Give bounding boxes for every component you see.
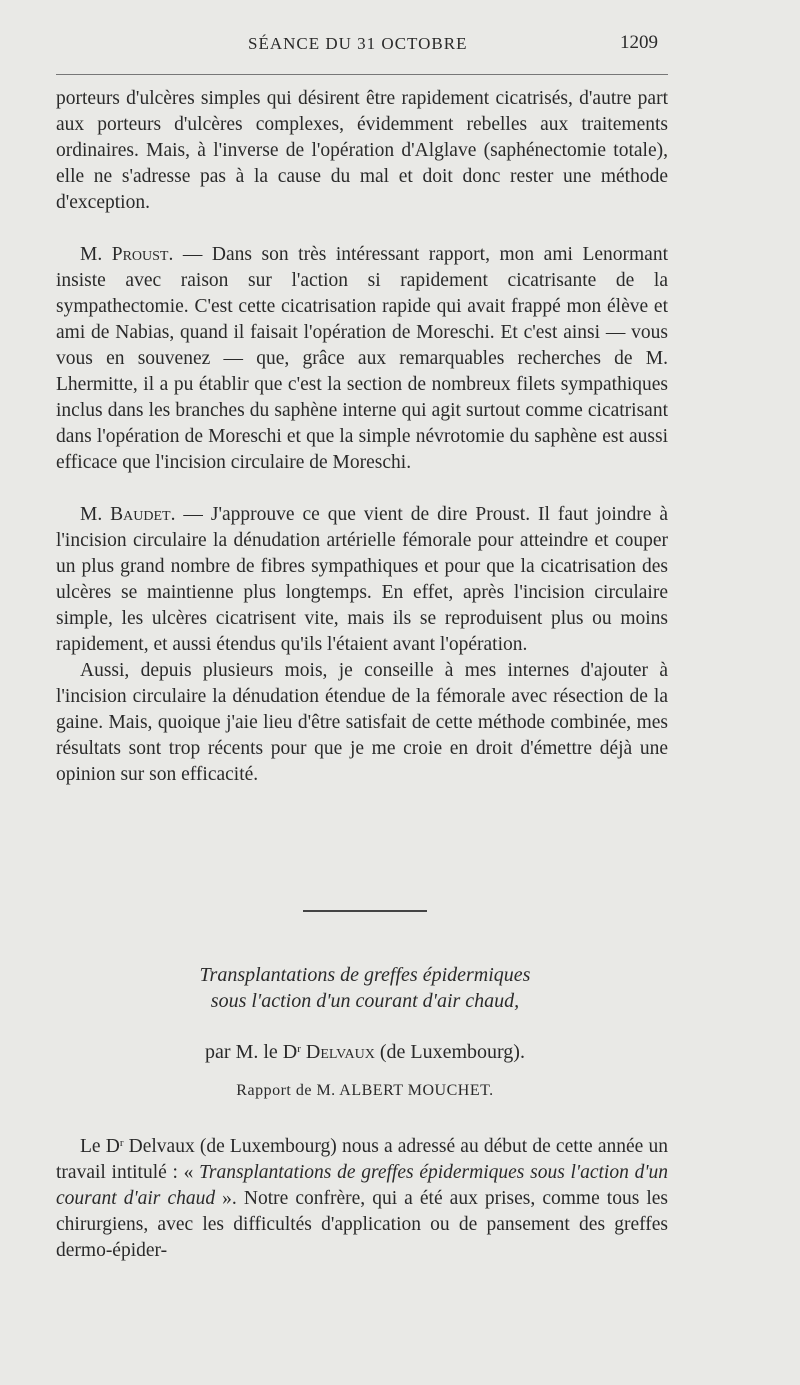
paragraph-continuation: porteurs d'ulcères simples qui désirent être rapidement cicatrisés, d'autre part aux porteurs d'ulcères complexes, évidemment rebelles aux traitements ordinaires. Mais, à l'inverse de l'opération d'Alglave (saphénectomie totale), elle ne s'adresse pas à la cause du mal et doit donc rester une méthode d'exception. (56, 88, 668, 213)
paragraph-proust (56, 242, 668, 476)
article-title-line-1: Transplantations de greffes épidermiques (199, 964, 531, 986)
running-header (0, 28, 800, 58)
intro-italic: Transplantations de greffes épidermiques sous l'action d'un courant d'air chaud (56, 1162, 668, 1209)
paragraph-intro (56, 1130, 668, 1264)
paragraph-baudet-2: Aussi, depuis plusieurs mois, je conseille à mes internes d'ajouter à l'incision circulaire la dénudation étendue de la fémorale avec résection de la gaine. Mais, quoique j'aie lieu d'être satisfait de cette méthode combinée, mes résultats sont trop récents pour que je me croie en droit d'émettre déjà une opinion sur son efficacité. (56, 660, 668, 785)
running-title: SÉANCE DU 31 OCTOBRE (248, 34, 468, 53)
byline-suffix: (de Luxembourg). (374, 1041, 525, 1063)
intro-a: Le D (80, 1136, 120, 1157)
proust-text: — Dans son très intéressant rapport, mon ami Lenormant insiste avec raison sur l'action si rapidement cicatrisante de la sympathectomie. C'est cette cicatrisation rapide qui avait frappé mon élève et ami de Nabias, quand il faisait l'opération de Moreschi. Et c'est ainsi — vous vous en souvenez — que, grâce aux remarquables recherches de M. Lhermitte, il a pu établir que c'est la section de nombreux filets sympathiques inclus dans les branches du saphène interne qui agit surtout comme cicatrisant dans l'opération de Moreschi et que la simple névrotomie du saphène est aussi efficace que l'incision circulaire de Moreschi. (56, 244, 668, 473)
paragraph-baudet (56, 502, 668, 658)
rapport-line: Rapport de M. ALBERT MOUCHET. (236, 1082, 494, 1099)
byline-prefix: par M. le D (205, 1041, 298, 1063)
intro-sup: r (119, 1137, 124, 1149)
intro-c: ». Notre confrère, qui a été aux prises, comme tous les chirurgiens, avec les difficultés d'application ou de pansement des greffes dermo-épider- (56, 1188, 669, 1261)
main-text (56, 86, 668, 788)
speaker-baudet: M. Baudet. (80, 504, 176, 525)
baudet-text: — J'approuve ce que vient de dire Proust. Il faut joindre à l'incision circulaire la dénudation artérielle fémorale pour atteindre et couper un plus grand nombre de fibres sympathiques et pour que la cicatrisation des ulcères se maintienne plus longtemps. En effet, après l'incision circulaire simple, les ulcères cicatrisent vite, mais ils se reproduisent plus ou moins rapidement, et aussi étendus qu'ils l'étaient avant l'opération. (56, 504, 669, 655)
article-title-line-2: sous l'action d'un courant d'air chaud, (210, 990, 520, 1012)
article-byline (0, 1036, 730, 1065)
section-divider (303, 910, 427, 912)
intro-b: Delvaux (de Luxembourg) nous a adressé au début de cette année un travail intitulé : « (56, 1136, 668, 1183)
byline-name: Delvaux (305, 1041, 375, 1063)
byline-sup: r (297, 1043, 301, 1055)
page-number: 1209 (620, 32, 658, 53)
article-intro (56, 1130, 668, 1264)
speaker-proust: M. Proust. (80, 244, 174, 265)
header-rule (56, 74, 668, 75)
